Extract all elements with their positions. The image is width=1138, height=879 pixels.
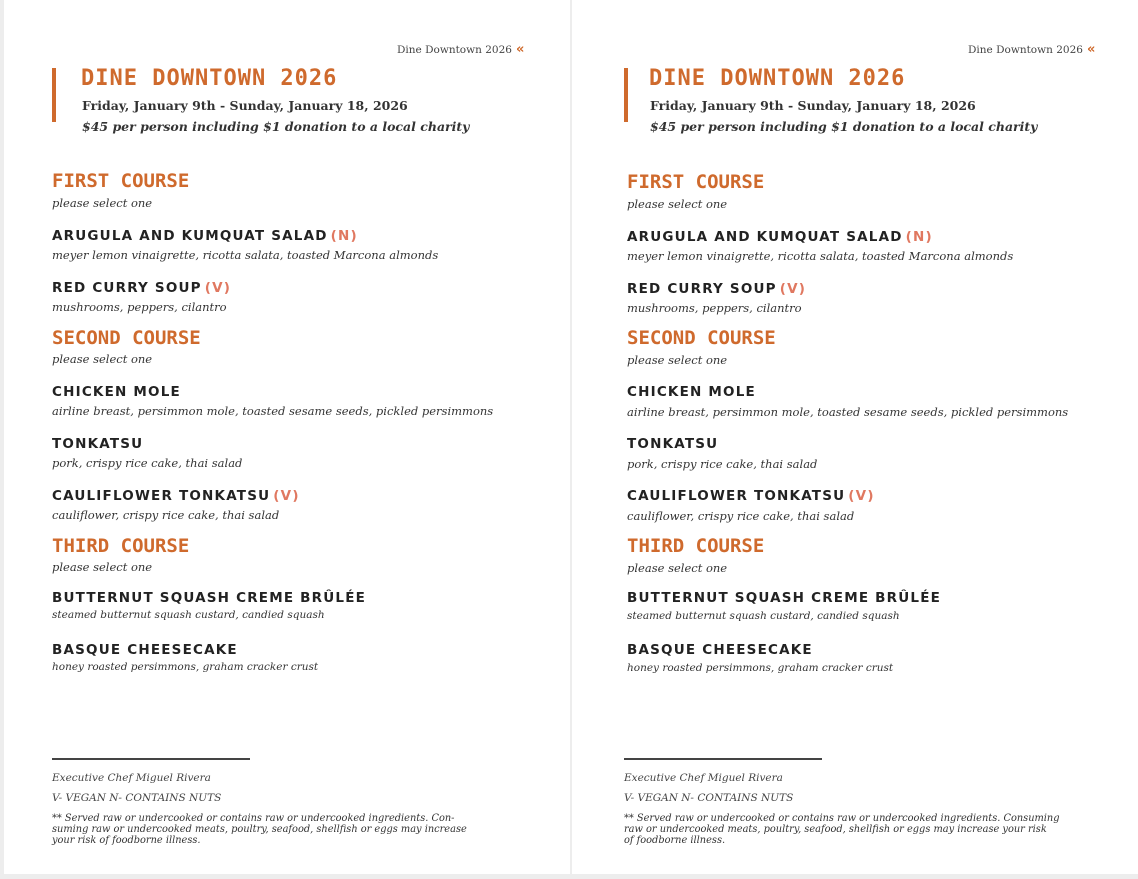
dish-description: steamed butternut squash custard, candied squash: [52, 609, 325, 621]
dish-tag: (V): [204, 280, 232, 296]
course-title-second: SECOND COURSE: [52, 327, 201, 349]
dish-description: honey roasted persimmons, graham cracker crust: [627, 662, 894, 674]
dish-name: [627, 436, 718, 452]
course-title-first: FIRST COURSE: [627, 171, 765, 193]
dish-name-text: BUTTERNUT SQUASH CREME BRÛLÉE: [627, 590, 942, 606]
food-safety-disclaimer: [624, 813, 1060, 846]
select-note: please select one: [52, 196, 153, 210]
disclaimer-line: of foodborne illness.: [624, 835, 726, 846]
double-chevron-left-icon: «: [1087, 42, 1093, 57]
dish-tag: (N): [330, 228, 358, 244]
dish-name-text: ARUGULA AND KUMQUAT SALAD: [627, 229, 903, 245]
dish-name: [52, 280, 231, 296]
dish-name: [627, 590, 941, 606]
dish-name: [627, 642, 813, 658]
title-accent-bar: [624, 68, 628, 122]
dish-description: pork, crispy rice cake, thai salad: [52, 456, 243, 470]
dish-name-text: BASQUE CHEESECAKE: [52, 642, 238, 658]
dish-tag: (V): [779, 281, 807, 297]
chef-credit: Executive Chef Miguel Rivera: [624, 772, 783, 784]
select-note: please select one: [627, 197, 728, 211]
event-price: $45 per person including $1 donation to a local charity: [82, 119, 470, 134]
footer-rule: [624, 758, 822, 760]
dish-name-text: BASQUE CHEESECAKE: [627, 642, 813, 658]
title-accent-bar: [52, 68, 56, 122]
dish-description: airline breast, persimmon mole, toasted sesame seeds, pickled persimmons: [52, 404, 494, 418]
dish-description: pork, crispy rice cake, thai salad: [627, 457, 818, 471]
select-note: please select one: [627, 353, 728, 367]
dish-description: steamed butternut squash custard, candied squash: [627, 610, 900, 622]
dish-name: [52, 384, 181, 400]
dish-name-text: CAULIFLOWER TONKATSU: [627, 488, 846, 504]
dish-name: [627, 281, 806, 297]
dish-name-text: CAULIFLOWER TONKATSU: [52, 488, 271, 504]
dietary-legend: V- VEGAN N- CONTAINS NUTS: [52, 792, 222, 804]
dish-name: [627, 384, 756, 400]
dish-name-text: TONKATSU: [627, 436, 719, 452]
dish-tag: (V): [848, 488, 875, 504]
dish-tag: (V): [273, 488, 300, 504]
double-chevron-left-icon: «: [516, 42, 522, 57]
disclaimer-line: ** Served raw or undercooked or contains raw or undercooked ingredients. Con-: [52, 813, 455, 824]
dish-name-text: ARUGULA AND KUMQUAT SALAD: [52, 228, 328, 244]
dish-description: mushrooms, peppers, cilantro: [52, 300, 227, 314]
dish-description: meyer lemon vinaigrette, ricotta salata, toasted Marcona almonds: [627, 249, 1014, 263]
dish-name: [52, 642, 238, 658]
disclaimer-line: raw or undercooked meats, poultry, seafood, shellfish or eggs may increase your risk: [624, 824, 1047, 835]
disclaimer-line: ** Served raw or undercooked or contains raw or undercooked ingredients. Consuming: [624, 813, 1060, 824]
dish-name-text: CHICKEN MOLE: [627, 384, 756, 400]
select-note: please select one: [52, 352, 153, 366]
chef-credit: Executive Chef Miguel Rivera: [52, 772, 211, 784]
dish-name: [52, 436, 143, 452]
food-safety-disclaimer: [52, 813, 467, 846]
menu-page-left: [4, 0, 570, 874]
dish-name-text: CHICKEN MOLE: [52, 384, 181, 400]
dish-description: meyer lemon vinaigrette, ricotta salata, toasted Marcona almonds: [52, 248, 439, 262]
event-price: $45 per person including $1 donation to a local charity: [650, 119, 1038, 134]
dish-name: [627, 488, 875, 504]
disclaimer-line: your risk of foodborne illness.: [52, 835, 201, 846]
dish-name-text: RED CURRY SOUP: [627, 281, 777, 297]
event-label: Dine Downtown 2026: [397, 44, 512, 56]
event-dates: Friday, January 9th - Sunday, January 18, 2026: [650, 98, 976, 113]
dish-description: cauliflower, crispy rice cake, thai salad: [627, 509, 855, 523]
footer-rule: [52, 758, 250, 760]
menu-title: DINE DOWNTOWN 2026: [81, 66, 338, 91]
dish-name: [52, 488, 300, 504]
dish-name: [627, 229, 933, 245]
menu-page-right: [572, 0, 1138, 874]
dish-name-text: BUTTERNUT SQUASH CREME BRÛLÉE: [52, 590, 367, 606]
course-title-first: FIRST COURSE: [52, 170, 190, 192]
dish-description: airline breast, persimmon mole, toasted sesame seeds, pickled persimmons: [627, 405, 1069, 419]
course-title-third: THIRD COURSE: [52, 535, 190, 557]
select-note: please select one: [52, 560, 153, 574]
dish-description: mushrooms, peppers, cilantro: [627, 301, 802, 315]
event-label: Dine Downtown 2026: [968, 44, 1083, 56]
dish-name-text: RED CURRY SOUP: [52, 280, 202, 296]
course-title-third: THIRD COURSE: [627, 535, 765, 557]
event-dates: Friday, January 9th - Sunday, January 18, 2026: [82, 98, 408, 113]
course-title-second: SECOND COURSE: [627, 327, 776, 349]
dish-name-text: TONKATSU: [52, 436, 144, 452]
disclaimer-line: suming raw or undercooked meats, poultry, seafood, shellfish or eggs may increase: [52, 824, 467, 835]
dish-description: cauliflower, crispy rice cake, thai salad: [52, 508, 280, 522]
dish-name: [52, 228, 358, 244]
dietary-legend: V- VEGAN N- CONTAINS NUTS: [624, 792, 794, 804]
menu-title: DINE DOWNTOWN 2026: [649, 66, 906, 91]
dish-name: [52, 590, 366, 606]
dish-tag: (N): [905, 229, 933, 245]
select-note: please select one: [627, 561, 728, 575]
dish-description: honey roasted persimmons, graham cracker crust: [52, 661, 319, 673]
